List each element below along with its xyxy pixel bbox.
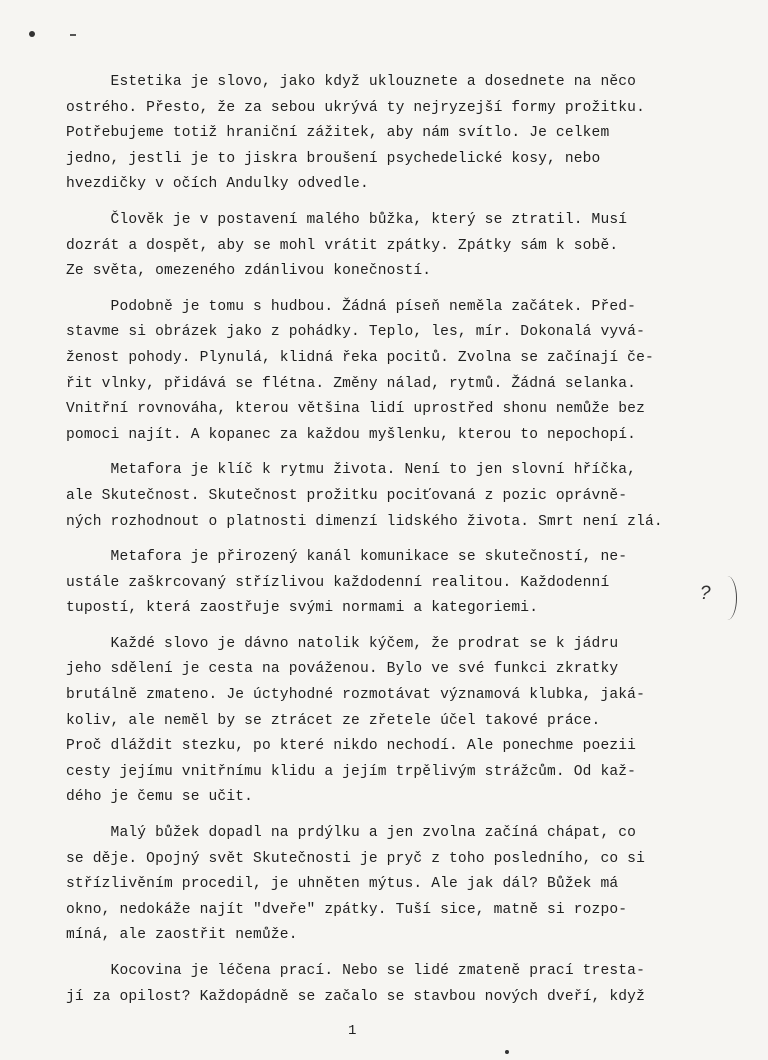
- text-line: ostrého. Přesto, že za sebou ukrývá ty nejryzejší formy prožitku.: [66, 99, 645, 116]
- text-line: Potřebujeme totiž hraniční zážitek, aby nám svítlo. Je celkem: [66, 125, 610, 142]
- paragraph-4: [66, 458, 706, 535]
- typed-text-body: [66, 70, 706, 1020]
- handwritten-margin-note: ?: [700, 583, 711, 604]
- text-line: Estetika je slovo, jako když uklouznete a dosednete na něco: [66, 74, 637, 90]
- text-line: okno, nedokáže najít "dveře" zpátky. Tuší sice, matně si rozpo-: [66, 901, 628, 918]
- corner-dash: [70, 34, 76, 36]
- text-line: pomoci najít. A kopanec za každou myšlenku, kterou to nepochopí.: [66, 426, 637, 443]
- text-line: jí za opilost? Každopádně se začalo se stavbou nových dveří, když: [66, 988, 645, 1005]
- text-line: dého je čemu se učit.: [66, 789, 254, 806]
- paragraph-5: [66, 545, 706, 622]
- text-line: Kocovina je léčena prací. Nebo se lidé zmateně prací tresta-: [66, 963, 645, 979]
- text-line: stavme si obrázek jako z pohádky. Teplo, les, mír. Dokonalá vyvá-: [66, 324, 645, 341]
- text-line: cesty jejímu vnitřnímu klidu a jejím trpělivým strážcům. Od kaž-: [66, 763, 637, 780]
- paragraph-1: [66, 70, 706, 198]
- text-line: koliv, ale neměl by se ztrácet ze zřetele účel takové práce.: [66, 712, 601, 729]
- text-line: Ze světa, omezeného zdánlivou konečností.: [66, 263, 432, 280]
- paragraph-2: [66, 208, 706, 285]
- paragraph-3: [66, 295, 706, 449]
- text-line: jeho sdělení je cesta na pováženou. Bylo ve své funkci zkratky: [66, 661, 619, 678]
- text-line: Metafora je klíč k rytmu života. Není to jen slovní hříčka,: [66, 462, 637, 479]
- text-line: se děje. Opojný svět Skutečnosti je pryč z toho posledního, co si: [66, 850, 645, 867]
- text-line: ných rozhodnout o platnosti dimenzí lidského života. Smrt není zlá.: [66, 513, 663, 530]
- text-line: brutálně zmateno. Je úctyhodné rozmotávat významová klubka, jaká-: [66, 687, 645, 704]
- text-line: Podobně je tomu s hudbou. Žádná píseň neměla začátek. Před-: [66, 298, 637, 315]
- text-line: řit vlnky, přidává se flétna. Změny nálad, rytmů. Žádná selanka.: [66, 375, 637, 392]
- handwritten-bracket: [718, 576, 737, 620]
- text-line: jedno, jestli je to jiskra broušení psychedelické kosy, nebo: [66, 150, 601, 167]
- bottom-dot-mark: [505, 1050, 509, 1054]
- text-line: ženost pohody. Plynulá, klidná řeka pocitů. Zvolna se začínají če-: [66, 349, 654, 366]
- text-line: dozrát a dospět, aby se mohl vrátit zpátky. Zpátky sám k sobě.: [66, 237, 619, 254]
- text-line: ale Skutečnost. Skutečnost prožitku pociťovaná z pozic oprávně-: [66, 487, 628, 504]
- text-line: Člověk je v postavení malého bůžka, který se ztratil. Musí: [66, 211, 628, 228]
- text-line: střízlivěním procedil, je uhněten mýtus. Ale jak dál? Bůžek má: [66, 876, 619, 893]
- corner-mark: [29, 31, 35, 37]
- text-line: Vnitřní rovnováha, kterou většina lidí uprostřed shonu nemůže bez: [66, 401, 645, 418]
- text-line: tupostí, která zaostřuje svými normami a kategoriemi.: [66, 600, 539, 617]
- paragraph-6: [66, 632, 706, 811]
- text-line: míná, ale zaostřit nemůže.: [66, 927, 298, 944]
- text-line: Každé slovo je dávno natolik kýčem, že prodrat se k jádru: [66, 635, 619, 652]
- text-line: hvezdičky v očích Andulky odvedle.: [66, 176, 369, 193]
- text-line: ustále zaškrcovaný střízlivou každodenní realitou. Každodenní: [66, 574, 610, 591]
- paragraph-7: [66, 821, 706, 949]
- paragraph-8: [66, 959, 706, 1010]
- text-line: Metafora je přirozený kanál komunikace se skutečností, ne-: [66, 549, 628, 566]
- text-line: Malý bůžek dopadl na prdýlku a jen zvolna začíná chápat, co: [66, 825, 637, 842]
- text-line: Proč dláždit stezku, po které nikdo nechodí. Ale ponechme poezii: [66, 738, 637, 755]
- page-number: 1: [348, 1023, 357, 1039]
